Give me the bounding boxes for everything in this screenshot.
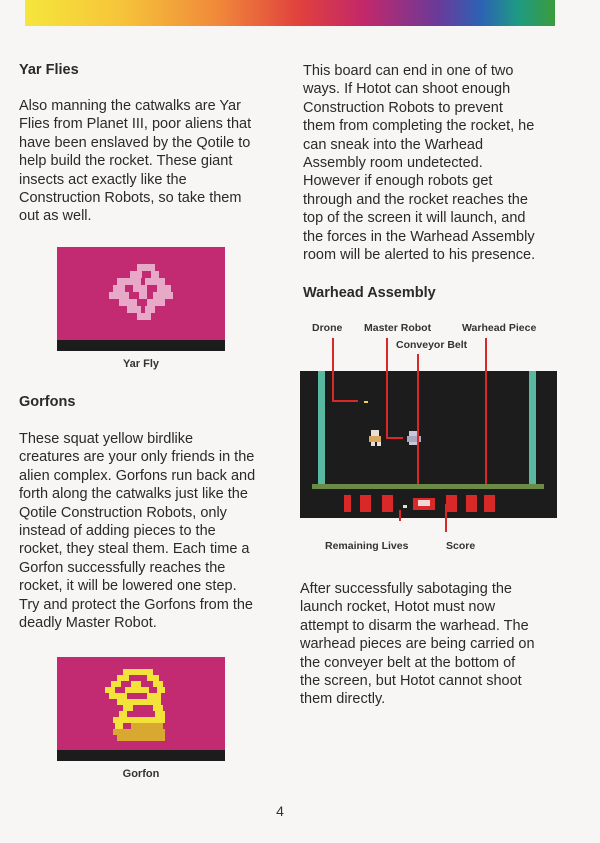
gorfons-paragraph: These squat yellow birdlike creatures are your only friends in the alien complex. Gorfons run back and forth along the catwalks just like the Qotile Construction Robots, only instead of adding pieces to the rocket, they steal them. Each time a Gorfon successfully reaches the rocket, it will be lowered one step. Try and protect the Gorfons from the deadly Master Robot.: [19, 431, 256, 632]
drone-sprite: [364, 401, 368, 403]
gorfon-floor: [57, 750, 225, 761]
warhead-paragraph: After successfully sabotaging the launch rocket, Hotot must now attempt to disarm the warhead. The warhead pieces are being carried on the conveyer belt at the bottom of the screen, but Hotot cannot shoot them directly.: [300, 581, 535, 708]
label-remaining-lives: Remaining Lives: [325, 540, 409, 552]
conveyor-belt-track: [312, 484, 544, 489]
warhead-assembly-diagram: [300, 334, 557, 544]
label-score: Score: [446, 540, 476, 552]
remaining-lives-marker: [403, 505, 407, 508]
warhead-assembly-heading: Warhead Assembly: [303, 285, 436, 301]
label-drone: Drone: [312, 322, 343, 334]
gorfons-heading: Gorfons: [19, 394, 76, 410]
label-conveyor-belt: Conveyor Belt: [396, 339, 468, 351]
board-ending-paragraph: This board can end in one of two ways. If Hotot can shoot enough Construction Robots to prevent them from completing the rocket, he can sneak into the Warhead Assembly room undetected. However if enough robots get through and the rocket reaches the top of the screen it will launch, and the forces in the Warhead Assembly room will be alerted to his presence.: [303, 63, 536, 264]
label-warhead-piece: Warhead Piece: [462, 322, 537, 334]
gorfon-screenshot: [57, 657, 225, 761]
yar-flies-paragraph: Also manning the catwalks are Yar Flies from Planet III, poor aliens that have been enslaved by the Qotile to help build the rocket. These giant insects act exactly like the Construction Robots, so take them out as well.: [19, 98, 252, 225]
warhead-screen-background: [300, 371, 557, 518]
label-master-robot: Master Robot: [364, 322, 432, 334]
gorfon-caption: Gorfon: [122, 768, 160, 780]
right-pillar: [529, 371, 536, 484]
page-number: 4: [276, 803, 284, 819]
rainbow-banner: [25, 0, 555, 26]
left-pillar: [318, 371, 325, 484]
score-digits: [418, 500, 430, 506]
yar-fly-caption: Yar Fly: [122, 358, 160, 370]
yar-fly-screenshot: [57, 247, 225, 351]
yar-fly-floor: [57, 340, 225, 351]
yar-flies-heading: Yar Flies: [19, 62, 79, 78]
